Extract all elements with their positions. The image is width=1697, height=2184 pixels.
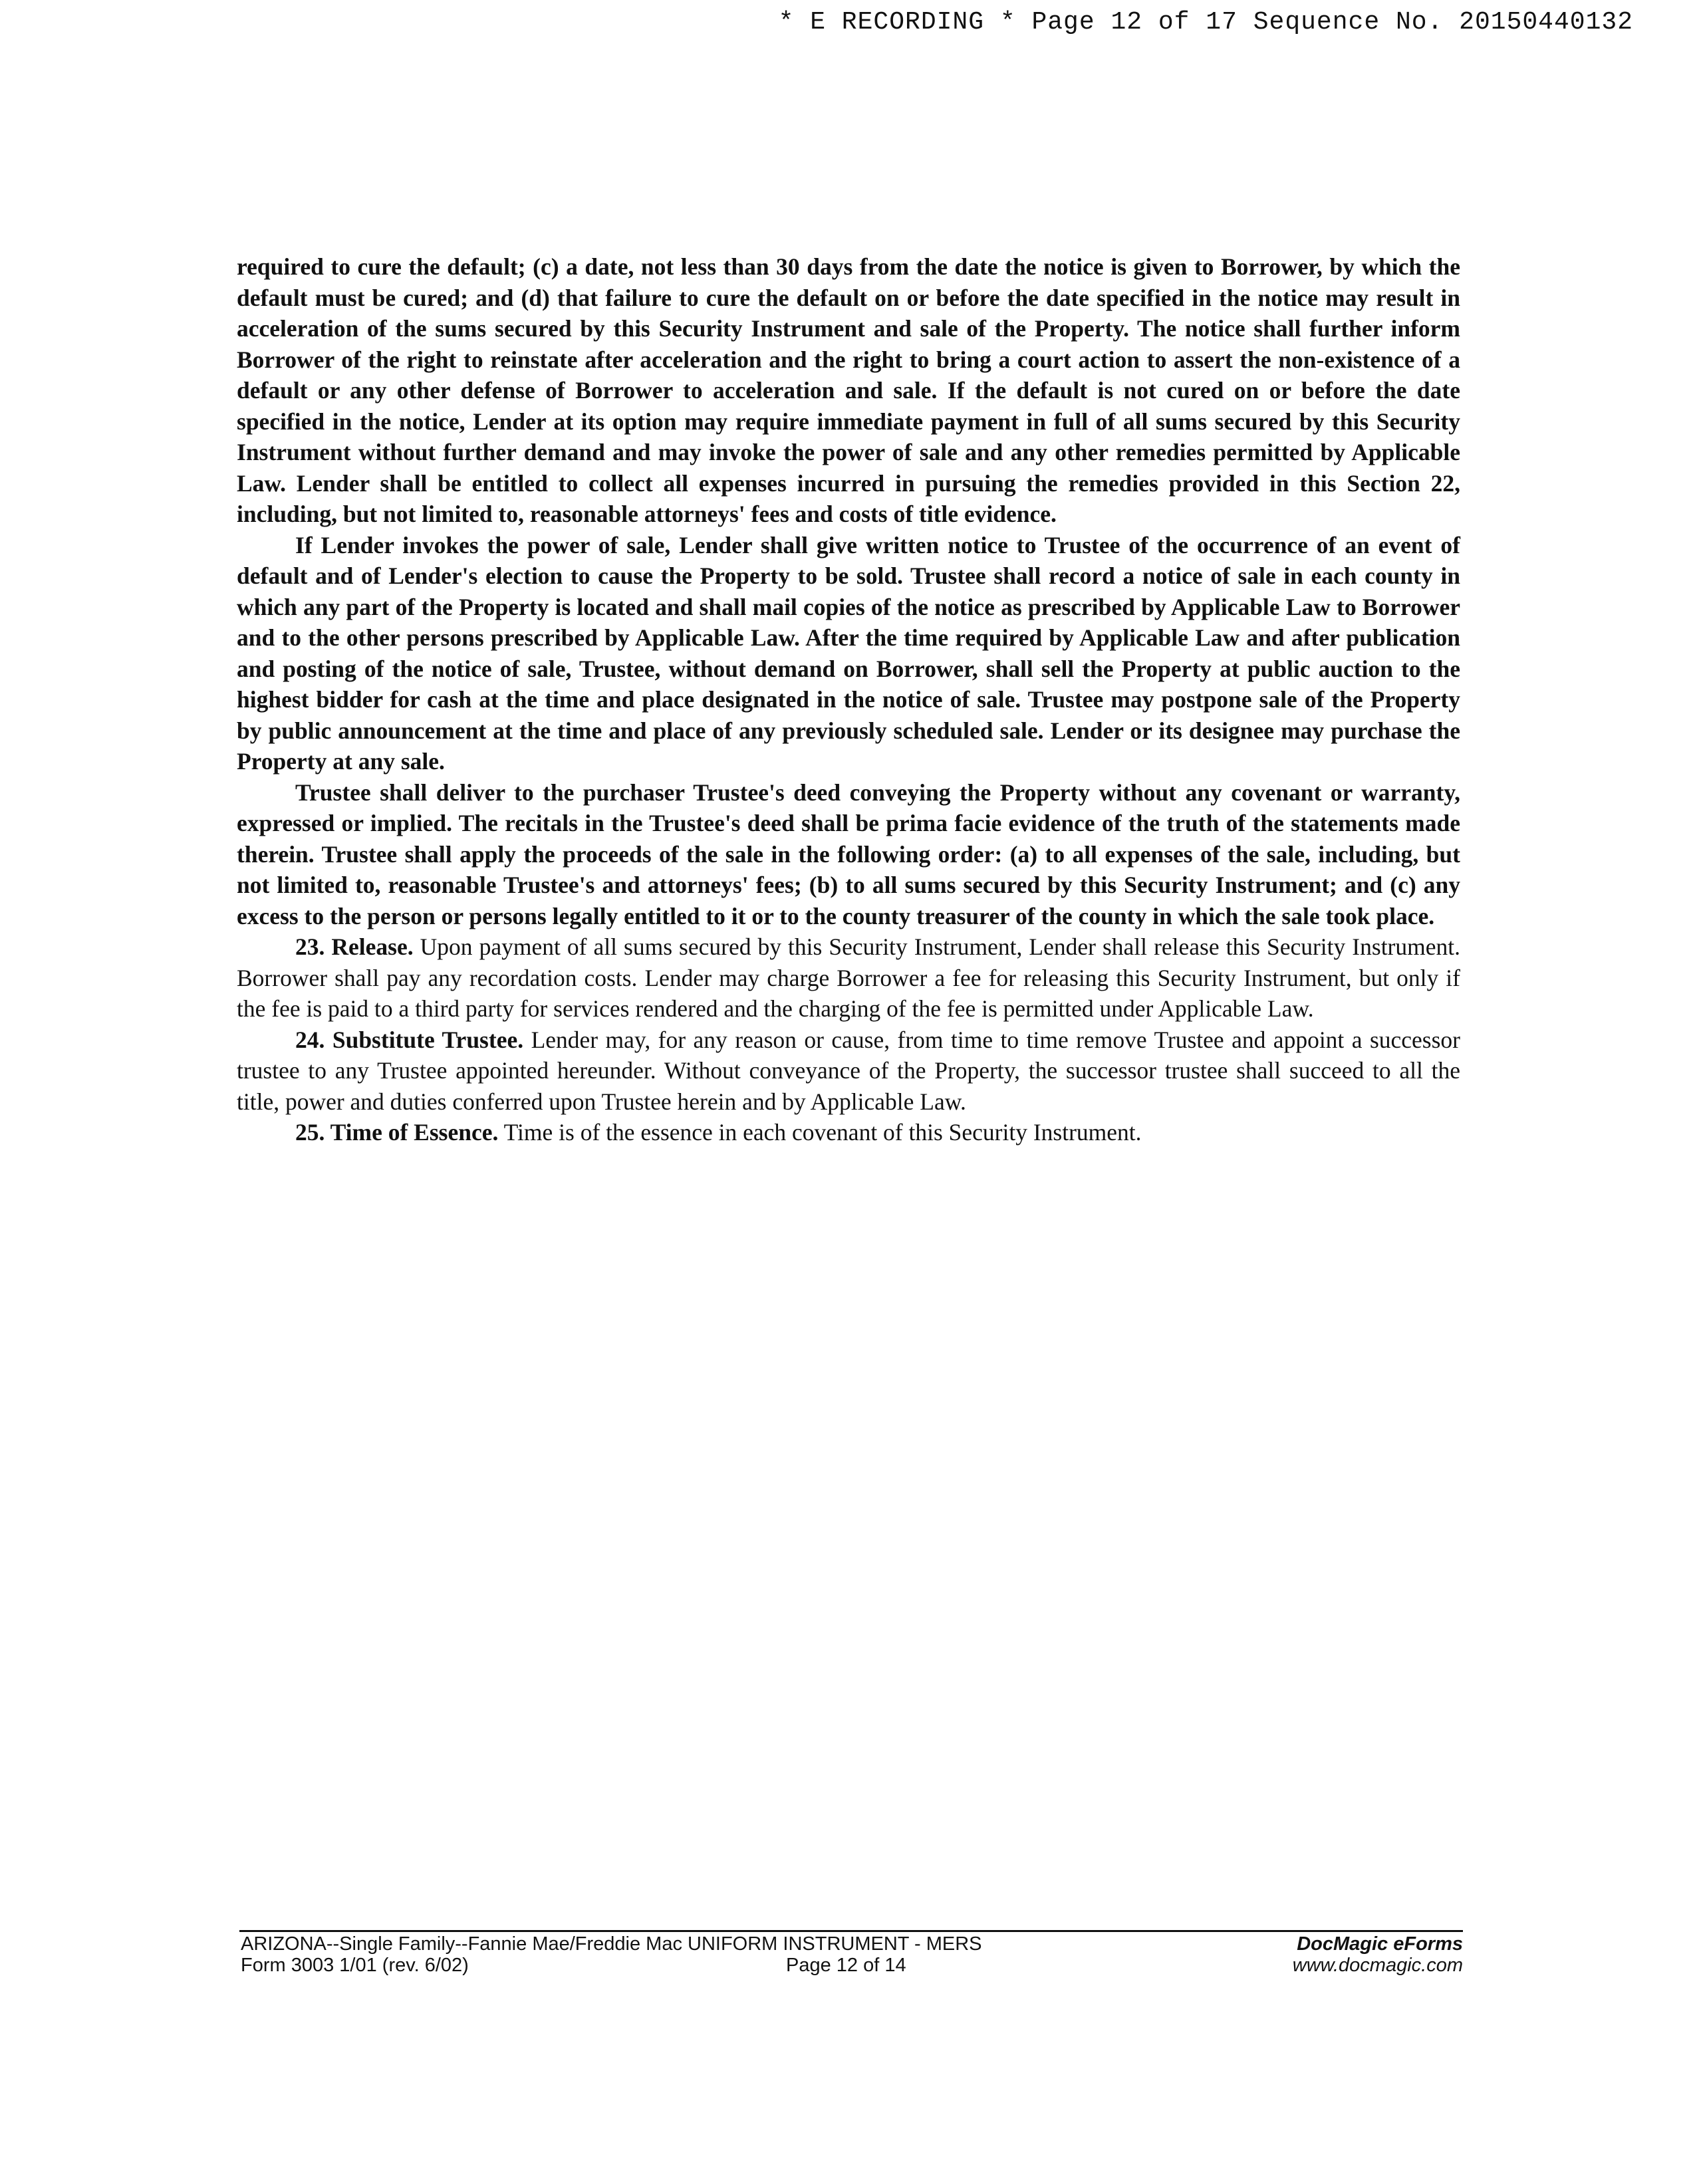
footer-form-number: Form 3003 1/01 (rev. 6/02) [241, 1955, 469, 1976]
paragraph-default-notice: required to cure the default; (c) a date, not less than 30 days from the date the notice is given to Borrower, by which the default must be cured; and (d) that failure to cure the default on or before the date specified in the notice may result in acceleration of the sums secured by this Security Instrument and sale of the Property. The notice shall further inform Borrower of the right to reinstate after acceleration and the right to bring a court action to assert the non-existence of a default or any other defense of Borrower to acceleration and sale. If the default is not cured on or before the date specified in the notice, Lender at its option may require immediate payment in full of all sums secured by this Security Instrument without further demand and may invoke the power of sale and any other remedies permitted by Applicable Law. Lender shall be entitled to collect all expenses incurred in pursuing the remedies provided in this Section 22, including, but not limited to, reasonable attorneys' fees and costs of title evidence. [237, 253, 1460, 527]
recording-header: * E RECORDING * Page 12 of 17 Sequence No. 20150440132 [778, 8, 1633, 37]
section-time-of-essence [237, 1117, 1460, 1148]
paragraph-power-of-sale: If Lender invokes the power of sale, Lender shall give written notice to Trustee of the occurrence of an event of default and of Lender's election to cause the Property to be sold. Trustee shall record a notice of sale in each county in which any part of the Property is located and shall mail copies of the notice as prescribed by Applicable Law to Borrower and to the other persons prescribed by Applicable Law. After the time required by Applicable Law and after publication and posting of the notice of sale, Trustee, without demand on Borrower, shall sell the Property at public auction to the highest bidder for cash at the time and place designated in the notice of sale. Trustee may postpone sale of the Property by public announcement at the time and place of any previously scheduled sale. Lender or its designee may purchase the Property at any sale. [237, 531, 1460, 775]
section-heading: 24. Substitute Trustee. [295, 1026, 524, 1053]
paragraph-trustee-deed: Trustee shall deliver to the purchaser Trustee's deed conveying the Property without any covenant or warranty, expressed or implied. The recitals in the Trustee's deed shall be prima facie evidence of the truth of the statements made therein. Trustee shall apply the proceeds of the sale in the following order: (a) to all expenses of the sale, including, but not limited to, reasonable Trustee's and attorneys' fees; (b) to all sums secured by this Security Instrument; and (c) any excess to the person or persons legally entitled to it or to the county treasurer of the county in which the sale took place. [237, 779, 1460, 929]
footer-page-number: Page 12 of 14 [786, 1955, 906, 1976]
section-heading: 23. Release. [295, 933, 414, 960]
section-text: Upon payment of all sums secured by this Security Instrument, Lender shall release this Security Instrument. Borrower shall pay any recordation costs. Lender may charge Borrower a fee for releasing this Security Instrument, but only if the fee is paid to a third party for services rendered and the charging of the fee is permitted under Applicable Law. [237, 933, 1460, 1022]
document-body [237, 251, 1460, 1148]
footer-form-title: ARIZONA--Single Family--Fannie Mae/Freddie Mac UNIFORM INSTRUMENT - MERS [241, 1933, 982, 1955]
page-footer [241, 1933, 1463, 2000]
brand-url: www.docmagic.com [1292, 1955, 1463, 1976]
section-substitute-trustee [237, 1025, 1460, 1118]
section-release [237, 931, 1460, 1025]
section-heading: 25. Time of Essence. [295, 1119, 499, 1146]
docmagic-logo [1293, 1933, 1463, 1976]
section-text: Time is of the essence in each covenant of this Security Instrument. [503, 1119, 1142, 1146]
section-text: Lender may, for any reason or cause, from time to time remove Trustee and appoint a successor trustee to any Trustee appointed hereunder. Without conveyance of the Property, the successor trustee shall succeed to all the title, power and duties conferred upon Trustee herein and by Applicable Law. [237, 1026, 1460, 1115]
footer-divider [239, 1930, 1463, 1932]
brand-name: DocMagic eForms [1297, 1933, 1463, 1955]
